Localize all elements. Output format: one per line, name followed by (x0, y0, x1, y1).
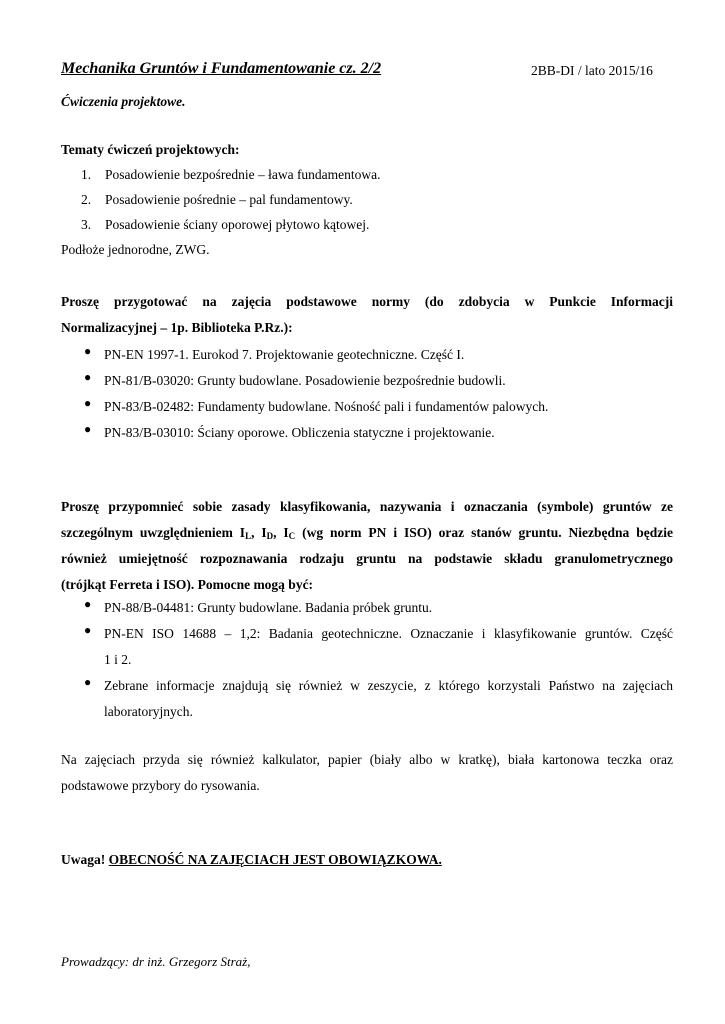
warning-label: Uwaga! (61, 852, 109, 867)
bullet-dot-icon: ● (84, 422, 92, 436)
topic-item (81, 191, 353, 209)
extras-line-2: podstawowe przybory do rysowania. (61, 778, 260, 793)
bullet-dot-icon: ● (84, 396, 92, 410)
course-group-semester: 2BB-DI / lato 2015/16 (531, 63, 653, 78)
index-subscript: L (245, 531, 252, 541)
norm-item-text: PN-83/B-02482: Fundamenty budowlane. Nośność pali i fundamentów palowych. (104, 399, 549, 414)
classification-line-2 (61, 520, 673, 546)
bullet-dot-icon: ● (84, 344, 92, 358)
classification-line-4: (trójkąt Ferreta i ISO). Pomocne mogą być: (61, 577, 314, 592)
index-subscript: C (288, 531, 296, 541)
classification-text: , I (273, 525, 289, 540)
helpful-item-text: PN-88/B-04481: Grunty budowlane. Badania próbek gruntu. (104, 600, 433, 615)
warning-text: OBECNOŚĆ NA ZAJĘCIACH JEST OBOWIĄZKOWA. (108, 852, 442, 867)
extras-line-1: Na zajęciach przyda się również kalkulator, papier (biały albo w kratkę), biała kartonowa teczka oraz (61, 752, 673, 767)
norms-line-1: Proszę przygotować na zajęcia podstawowe normy (do zdobycia w Punkcie Informacji (61, 294, 673, 309)
index-subscript: D (266, 531, 274, 541)
topic-item (81, 166, 381, 184)
bullet-dot-icon: ● (84, 675, 92, 689)
topic-item (81, 216, 369, 234)
subsoil-note: Podłoże jednorodne, ZWG. (61, 242, 210, 257)
topics-heading: Tematy ćwiczeń projektowych: (61, 142, 240, 157)
norm-item-text: PN-81/B-03020: Grunty budowlane. Posadowienie bezpośrednie budowli. (104, 373, 506, 388)
helpful-item-text: Zebrane informacje znajdują się również w zeszycie, z którego korzystali Państwo na zajęciach (104, 678, 673, 693)
course-title: Mechanika Gruntów i Fundamentowanie cz. 2/2 (61, 60, 382, 77)
topic-text: Posadowienie pośrednie – pal fundamentowy. (105, 192, 353, 207)
classification-line-1: Proszę przypomnieć sobie zasady klasyfikowania, nazywania i oznaczania (symbole) gruntów ze (61, 499, 673, 514)
topic-number: 2. (81, 192, 92, 207)
document-subtitle: Ćwiczenia projektowe. (61, 94, 186, 109)
attendance-warning (61, 851, 442, 869)
norms-line-2: Normalizacyjnej – 1p. Biblioteka P.Rz.): (61, 320, 293, 335)
bullet-dot-icon: ● (84, 370, 92, 384)
norm-item-text: PN-EN 1997-1. Eurokod 7. Projektowanie geotechniczne. Część I. (104, 347, 465, 362)
classification-text: , I (251, 525, 267, 540)
classification-text: szczególnym uwzględnieniem I (61, 525, 246, 540)
bullet-dot-icon: ● (84, 623, 92, 637)
helpful-item-text: laboratoryjnych. (104, 704, 193, 719)
helpful-item-text: 1 i 2. (104, 652, 132, 667)
topic-number: 3. (81, 217, 92, 232)
bullet-dot-icon: ● (84, 597, 92, 611)
classification-paragraph (61, 494, 673, 598)
instructor-signature: Prowadzący: dr inż. Grzegorz Straż, (61, 954, 251, 969)
norms-paragraph (61, 289, 673, 341)
topic-text: Posadowienie ściany oporowej płytowo kątowej. (105, 217, 370, 232)
topic-text: Posadowienie bezpośrednie – ława fundamentowa. (105, 167, 381, 182)
helpful-item-text: PN-EN ISO 14688 – 1,2: Badania geotechniczne. Oznaczanie i klasyfikowanie gruntów. Część (104, 626, 673, 641)
classification-line-3: również umiejętność rozpoznawania rodzaju gruntu na podstawie składu granulometrycznego (61, 551, 673, 566)
classification-text: (wg norm PN i ISO) oraz stanów gruntu. Niezbędna będzie (295, 525, 673, 540)
norm-item-text: PN-83/B-03010: Ściany oporowe. Obliczenia statyczne i projektowanie. (104, 425, 495, 440)
topic-number: 1. (81, 167, 92, 182)
extras-paragraph (61, 747, 673, 799)
